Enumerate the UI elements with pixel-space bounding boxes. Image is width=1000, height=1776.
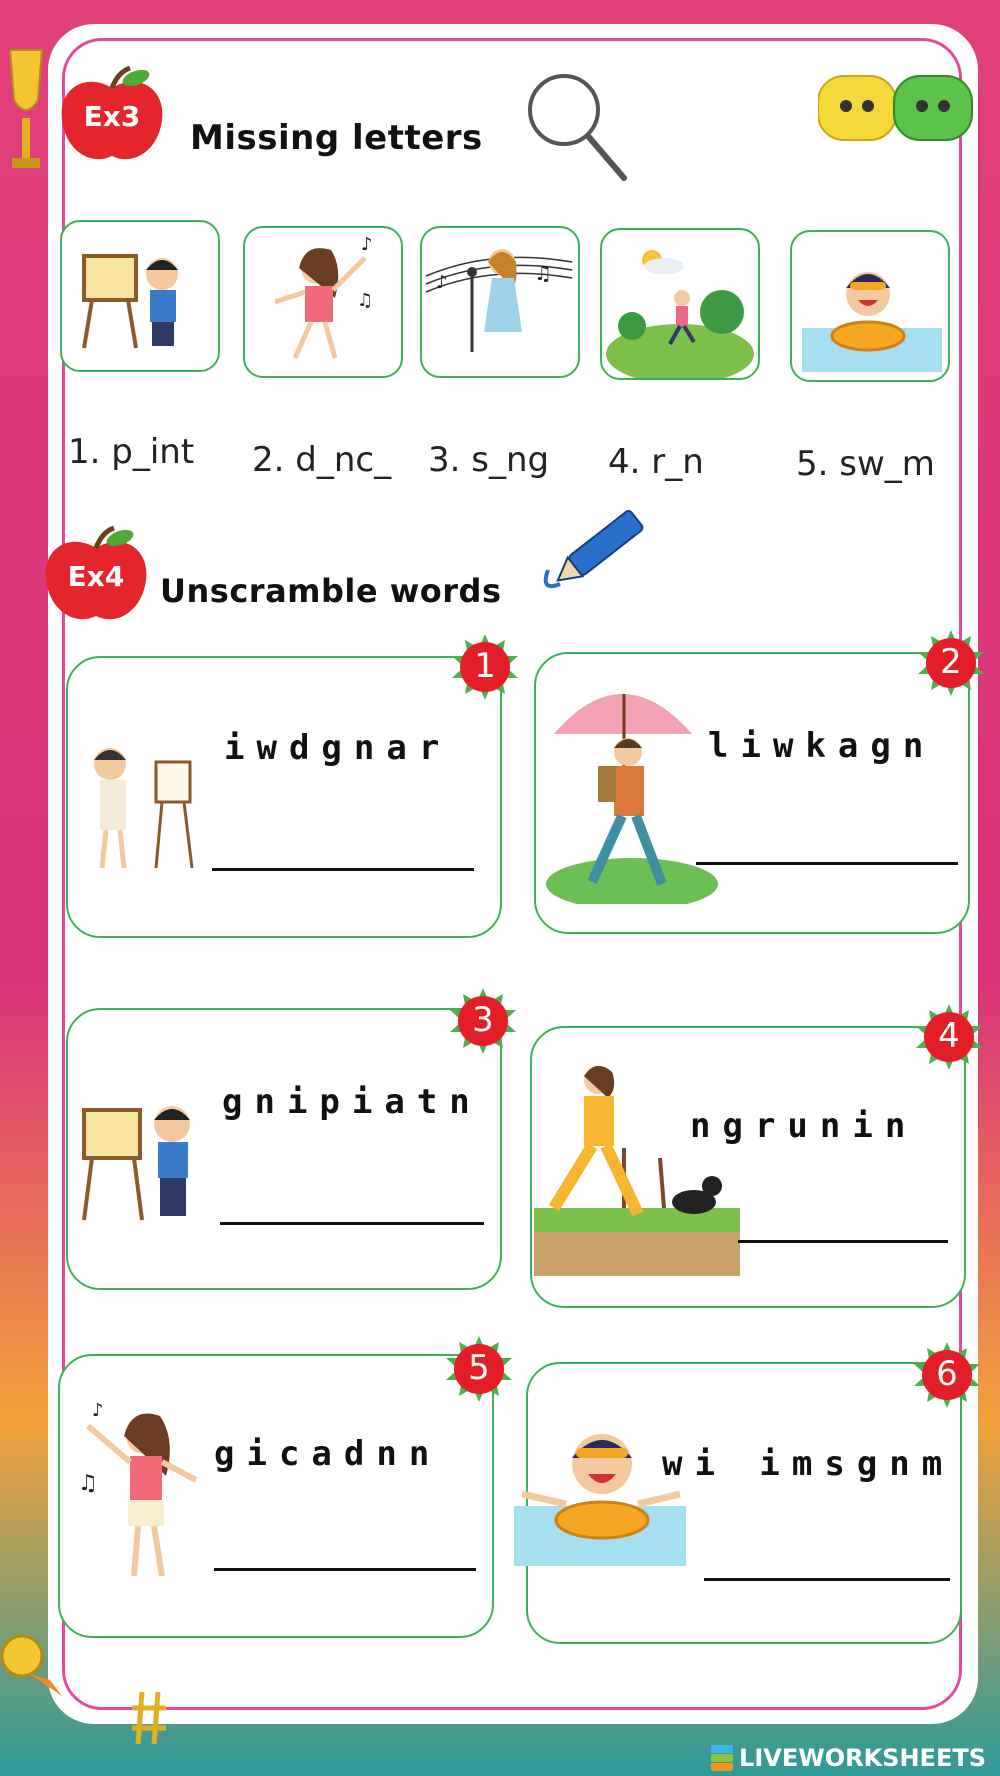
trophy-icon: [4, 40, 48, 190]
picture-card-paint: [60, 220, 220, 372]
running-woman-dog-icon: [534, 1058, 744, 1278]
unscramble-box-3: [66, 1008, 502, 1290]
word-text[interactable]: d_nc_: [295, 440, 392, 480]
swimming-boy-icon: [514, 1408, 694, 1568]
item-number: 3: [428, 440, 450, 480]
number-badge-1: [452, 634, 518, 700]
hashtag-icon: [130, 1688, 170, 1748]
unscramble-box-6: [526, 1362, 962, 1644]
ex3-apple-badge: [56, 66, 168, 166]
missing-word-4: [608, 442, 704, 482]
scrambled-letters: wi imsgnm: [662, 1444, 955, 1484]
singing-girl-icon: [422, 228, 578, 376]
ex3-title: Missing letters: [190, 118, 483, 158]
number-badge-2: [918, 630, 984, 696]
unscramble-box-1: [66, 656, 502, 938]
ex4-title: Unscramble words: [160, 572, 502, 610]
picture-card-swim: [790, 230, 950, 382]
badge-number: 5: [468, 1348, 490, 1388]
scrambled-letters: ngrunin: [690, 1106, 918, 1146]
svg-text:♫: ♫: [357, 290, 374, 311]
unscramble-box-2: [534, 652, 970, 934]
answer-line[interactable]: [214, 1568, 476, 1571]
painting-boy-icon: [76, 1090, 216, 1240]
answer-line[interactable]: [212, 868, 474, 871]
badge-number: 4: [938, 1016, 960, 1056]
missing-word-2: [252, 440, 391, 480]
dancing-girl-icon: [245, 228, 401, 376]
number-badge-5: [446, 1336, 512, 1402]
dancing-girl-icon: [78, 1396, 208, 1596]
answer-line[interactable]: [704, 1578, 950, 1581]
missing-word-5: [796, 444, 935, 484]
game-controller-icon: [818, 62, 978, 162]
missing-word-3: [428, 440, 549, 480]
answer-line[interactable]: [738, 1240, 948, 1243]
word-text[interactable]: p_int: [111, 432, 195, 472]
badge-number: 3: [472, 1000, 494, 1040]
word-text[interactable]: r_n: [651, 442, 704, 482]
ex4-apple-badge: [40, 526, 152, 626]
scrambled-letters: gnipiatn: [222, 1082, 482, 1122]
svg-text:♪: ♪: [361, 234, 373, 255]
answer-line[interactable]: [696, 862, 958, 865]
word-text[interactable]: sw_m: [839, 444, 935, 484]
swimming-boy-icon: [792, 232, 948, 380]
liveworksheets-logo-icon: [711, 1745, 733, 1771]
painting-girl-icon: [70, 728, 210, 878]
ex3-label: Ex3: [83, 100, 141, 133]
item-number: 4: [608, 442, 630, 482]
unscramble-box-5: [58, 1354, 494, 1638]
item-dot: .: [629, 442, 652, 482]
svg-text:♫: ♫: [534, 261, 552, 285]
scrambled-letters: liwkagn: [708, 726, 936, 766]
svg-text:♪: ♪: [92, 1400, 104, 1421]
picture-card-dance: [243, 226, 403, 378]
unscramble-box-4: [530, 1026, 966, 1308]
item-dot: .: [273, 440, 296, 480]
number-badge-3: [450, 988, 516, 1054]
item-number: 1: [68, 432, 90, 472]
svg-text:♪: ♪: [436, 272, 448, 293]
picture-card-sing: [420, 226, 580, 378]
medal-icon: [0, 1616, 70, 1706]
item-dot: .: [817, 444, 840, 484]
running-girl-icon: [602, 230, 758, 378]
item-number: 5: [796, 444, 818, 484]
svg-text:♫: ♫: [78, 1471, 98, 1496]
missing-word-1: [68, 432, 194, 472]
badge-number: 2: [940, 642, 962, 682]
number-badge-4: [916, 1004, 982, 1070]
ex4-label: Ex4: [67, 560, 125, 593]
item-number: 2: [252, 440, 274, 480]
painting-boy-icon: [62, 222, 218, 370]
answer-line[interactable]: [220, 1222, 484, 1225]
liveworksheets-watermark[interactable]: [711, 1744, 986, 1772]
watermark-text: LIVEWORKSHEETS: [739, 1744, 986, 1772]
badge-number: 1: [474, 646, 496, 686]
magnifier-icon: [520, 64, 630, 184]
scrambled-letters: gicadnn: [214, 1434, 442, 1474]
badge-number: 6: [936, 1354, 958, 1394]
walking-man-umbrella-icon: [542, 664, 732, 904]
pencil-icon: [540, 500, 660, 600]
word-text[interactable]: s_ng: [471, 440, 550, 480]
item-dot: .: [449, 440, 472, 480]
number-badge-6: [914, 1342, 980, 1408]
scrambled-letters: iwdgnar: [224, 728, 452, 768]
item-dot: .: [89, 432, 112, 472]
picture-card-run: [600, 228, 760, 380]
